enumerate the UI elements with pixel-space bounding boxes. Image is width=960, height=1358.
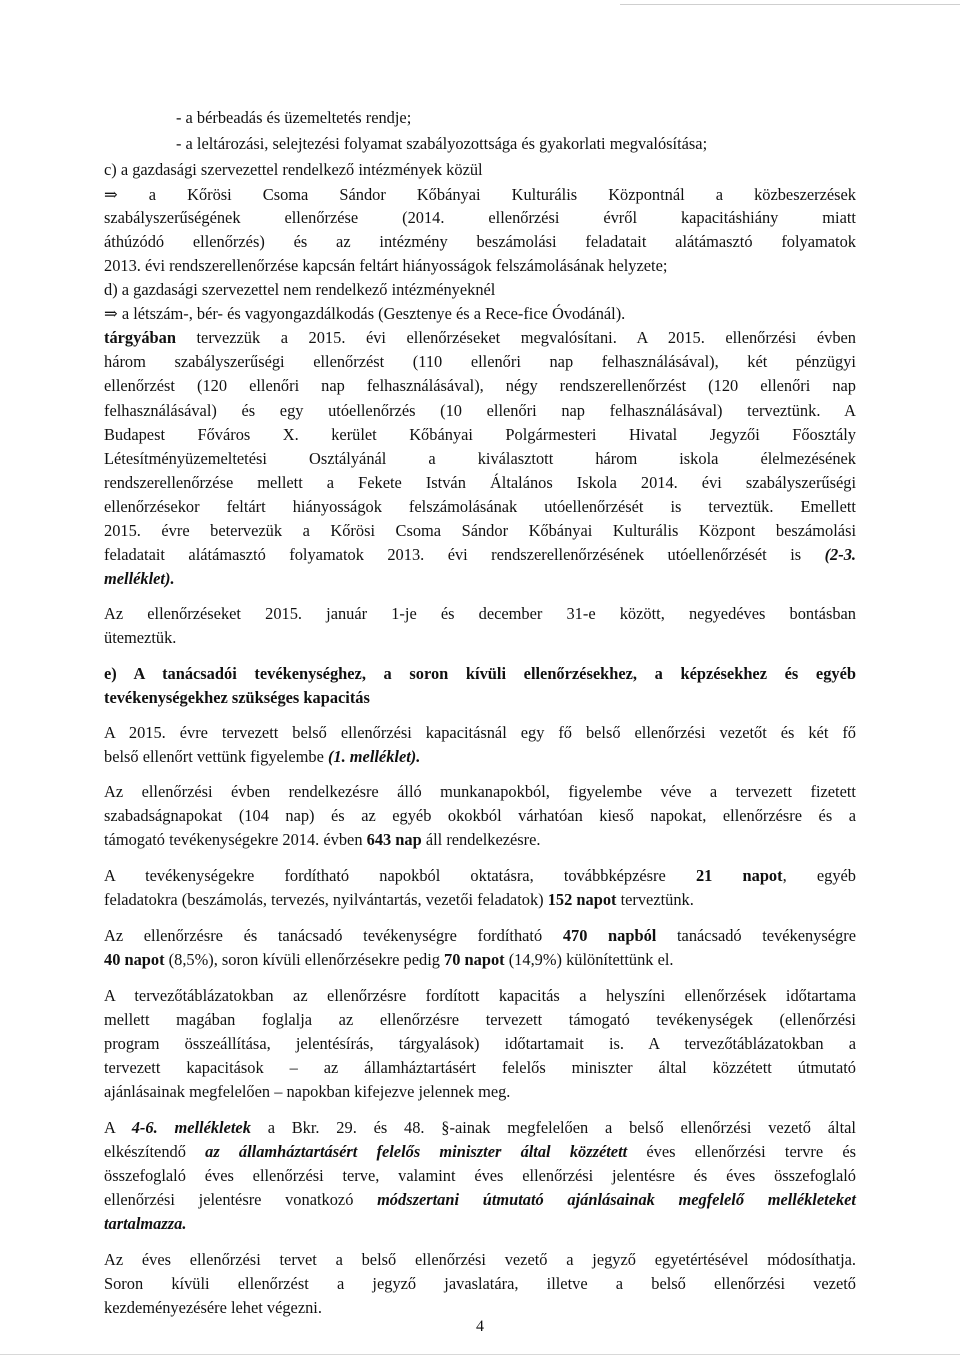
section-e-heading: tevékenységekhez szükséges kapacitás	[104, 688, 370, 707]
paragraph-line	[104, 1141, 856, 1163]
section-c-heading: c) a gazdasági szervezettel rendelkező intézmények közül	[104, 160, 483, 179]
paragraph-line: ütemeztük.	[104, 628, 177, 647]
paragraph-line: rendszerellenőrzése mellett a Fekete István Általános Iskola 2014. évi szabályszerűségi	[104, 473, 856, 492]
text-run: támogató tevékenységekre 2014. évben	[104, 830, 367, 849]
paragraph-line: 2013. évi rendszerellenőrzése kapcsán feltárt hiányosságok felszámolásának helyzete;	[104, 256, 668, 275]
paragraph-line: Létesítményüzemeltetési Osztályánál a kiválasztott három iskola élelmezésének	[104, 449, 856, 468]
paragraph-line: Az ellenőrzési évben rendelkezésre álló munkanapokból, figyelembe véve a tervezett fizetett	[104, 782, 856, 801]
list-item-berbeadas: - a bérbeadás és üzemeltetés rendje;	[176, 108, 412, 127]
text-run: tanácsadó tevékenységre	[656, 926, 856, 945]
section-d-heading: d) a gazdasági szervezettel nem rendelkező intézményeknél	[104, 280, 496, 299]
paragraph-line	[104, 889, 694, 911]
paragraph-line: mellett magában foglalja az ellenőrzésre tervezett támogató tevékenységek (ellenőrzési	[104, 1010, 856, 1029]
paragraph-line: A tervezőtáblázatokban az ellenőrzésre fordított kapacitás a helyszíni ellenőrzések időtartama	[104, 986, 856, 1005]
paragraph-line: ellenőrzésekor feltárt hiányosságok felszámolásának utóellenőrzését is terveztük. Emellett	[104, 497, 856, 516]
bold-text: 152 napot	[547, 890, 617, 909]
paragraph-line: Az ellenőrzéseket 2015. január 1-je és december 31-e között, negyedéves bontásban	[104, 604, 856, 623]
bold-text: 21 napot	[695, 866, 783, 885]
paragraph-line: ajánlásainak megfelelően – napokban kifejezve jelennek meg.	[104, 1082, 511, 1101]
paragraph-line: három szabályszerűségi ellenőrzést (110 ellenőri nap felhasználásával), két pénzügyi	[104, 352, 856, 371]
paragraph-line: összefoglaló éves ellenőrzési terve, valamint éves ellenőrzési jelentésre és éves összefoglaló	[104, 1166, 856, 1185]
paragraph-line: szabályszerűségének ellenőrzése (2014. ellenőrzési évről kapacitáshiány miatt	[104, 208, 856, 227]
text-run: (14,9%) különítettünk el.	[504, 950, 674, 969]
paragraph-line	[104, 949, 674, 971]
section-e-heading: e) A tanácsadói tevékenységhez, a soron kívüli ellenőrzésekhez, a képzésekhez és egyéb	[104, 664, 856, 683]
paragraph-line: program összeállítása, jelentésírás, tárgyalások) időtartamait is. A tervezőtáblázatokban a	[104, 1034, 856, 1053]
bold-italic-reference: (1. melléklet).	[327, 747, 421, 766]
paragraph-line: kezdeményezésére lehet végezni.	[104, 1298, 322, 1317]
text-run: feladatait alátámasztó folyamatok 2013. évi rendszerellenőrzésének utóellenőrzését is	[104, 545, 825, 564]
paragraph-line: szabadságnapokat (104 nap) és az egyéb okokból várhatóan kieső napokat, ellenőrzésre és a	[104, 806, 856, 825]
text-run: (8,5%), soron kívüli ellenőrzésekre pedig	[164, 950, 445, 969]
bold-italic-reference: módszertani útmutató ajánlásainak megfelelő mellékleteket	[377, 1190, 856, 1209]
paragraph-line: felhasználásával) és egy utóellenőrzés (10 ellenőri nap felhasználásával) terveztünk. A	[104, 401, 856, 420]
paragraph-line	[104, 829, 541, 851]
bold-text: 470 napból	[562, 926, 657, 945]
paragraph-line: Budapest Főváros X. kerület Kőbányai Polgármesteri Hivatal Jegyzői Főosztály	[104, 425, 856, 444]
text-run: belső ellenőrt vettünk figyelembe	[104, 747, 328, 766]
bold-text: 643 nap	[366, 830, 422, 849]
paragraph-line	[104, 544, 856, 566]
text-run: A	[104, 1118, 132, 1137]
paragraph-line: ⇒ a létszám-, bér- és vagyongazdálkodás (Gesztenye és a Rece-fice Óvodánál).	[104, 304, 626, 323]
paragraph-line: 2015. évre betervezük a Kőrösi Csoma Sándor Kőbányai Kulturális Központ beszámolási	[104, 521, 856, 540]
text-run: A tevékenységekre fordítható napokból oktatásra, továbbképzésre	[104, 866, 696, 885]
paragraph-line	[104, 1117, 856, 1139]
text-run: terveztünk.	[616, 890, 694, 909]
paragraph-line: ellenőrzést (120 ellenőri nap felhasználásával), négy rendszerellenőrzést (120 ellenőri nap	[104, 376, 856, 395]
bold-italic-reference: melléklet).	[104, 569, 175, 588]
paragraph-line: Az éves ellenőrzési tervet a belső ellenőrzési vezető a jegyző egyetértésével módosíthatja.	[104, 1250, 856, 1269]
text-run: feladatokra (beszámolás, tervezés, nyilvántartás, vezetői feladatok)	[104, 890, 548, 909]
bold-italic-reference: az államháztartásért felelős miniszter által közzétett	[205, 1142, 628, 1161]
bold-italic-reference: (2-3.	[824, 545, 856, 564]
text-run: tervezzük a 2015. évi ellenőrzéseket megvalósítani. A 2015. ellenőrzési évben	[175, 328, 856, 347]
paragraph-line	[104, 865, 856, 887]
bold-italic-reference: 4-6. mellékletek	[131, 1118, 251, 1137]
paragraph-line	[104, 746, 420, 768]
text-run: áll rendelkezésre.	[421, 830, 541, 849]
paragraph-line	[104, 1189, 856, 1211]
scan-edge-line	[620, 4, 960, 5]
text-run: éves ellenőrzési tervre és	[627, 1142, 856, 1161]
text-run: ellenőrzési jelentésre vonatkozó	[104, 1190, 378, 1209]
scan-edge-line	[0, 1354, 960, 1355]
paragraph-line: Soron kívüli ellenőrzést a jegyző javaslatára, illetve a belső ellenőrzési vezető	[104, 1274, 856, 1293]
paragraph-line	[104, 925, 856, 947]
paragraph-line: ⇒ a Kőrösi Csoma Sándor Kőbányai Kulturális Központnál a közbeszerzések	[104, 185, 856, 204]
bold-text: tárgyában	[104, 328, 176, 347]
bold-italic-reference: tartalmazza.	[104, 1214, 187, 1233]
text-run: a Bkr. 29. és 48. §-ainak megfelelően a belső ellenőrzési vezető által	[250, 1118, 856, 1137]
list-item-leltarozas: - a leltározási, selejtezési folyamat szabályozottsága és gyakorlati megvalósítása;	[176, 134, 708, 153]
text-run: Az ellenőrzésre és tanácsadó tevékenységre fordítható	[104, 926, 563, 945]
bold-text: 70 napot	[444, 950, 505, 969]
paragraph-line: tervezett kapacitások – az államháztartásért felelős miniszter által közzétett útmutató	[104, 1058, 856, 1077]
text-run: , egyéb	[782, 866, 856, 885]
paragraph-line: A 2015. évre tervezett belső ellenőrzési kapacitásnál egy fő belső ellenőrzési vezetőt és két fő	[104, 723, 856, 742]
bold-text: 40 napot	[104, 950, 165, 969]
text-run: elkészítendő	[104, 1142, 206, 1161]
page-number: 4	[476, 1318, 484, 1335]
paragraph-line: áthúzódó ellenőrzés) és az intézmény beszámolási feladatait alátámasztó folyamatok	[104, 232, 856, 251]
paragraph-line	[104, 327, 856, 349]
